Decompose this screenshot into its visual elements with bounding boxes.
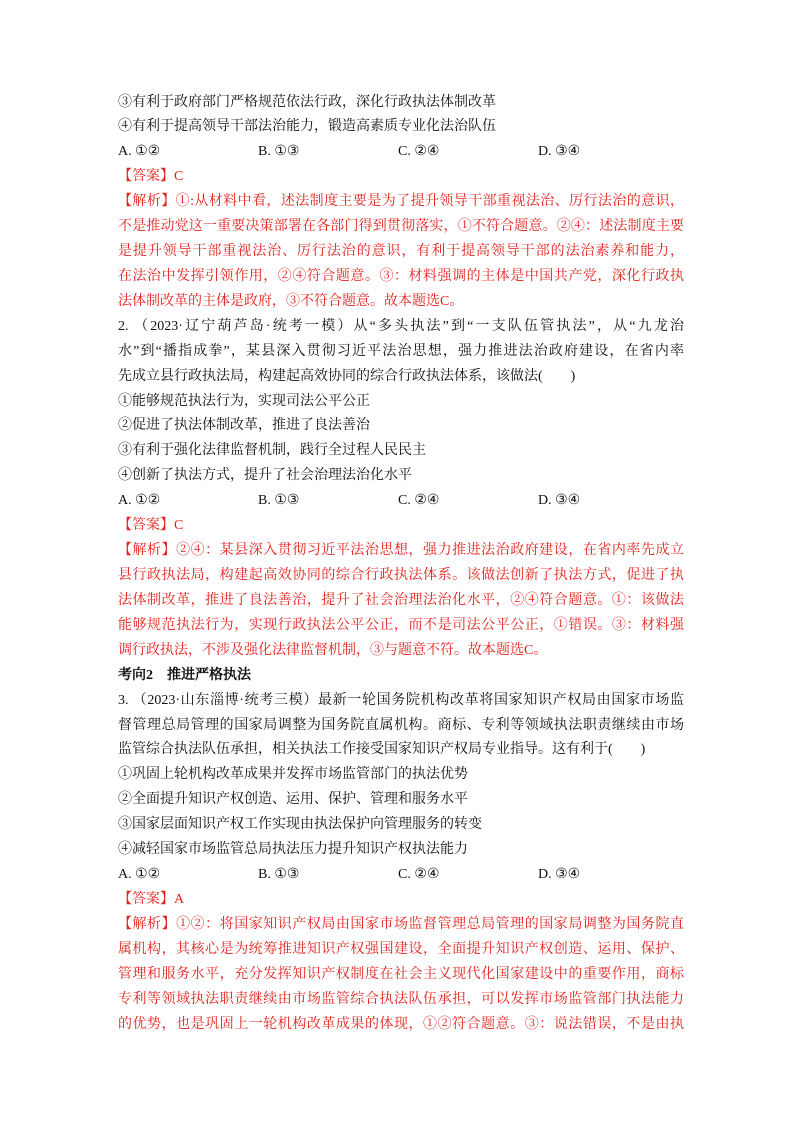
choice-item: ②促进了执法体制改革，推进了良法善治 xyxy=(118,418,370,434)
option-d: D. ③④ xyxy=(538,144,581,160)
answer-line: 【答案】A xyxy=(118,892,185,907)
choice-item: ④减轻国家市场监管总局执法压力提升知识产权执法能力 xyxy=(118,842,468,858)
choice-item: ④创新了执法方式，提升了社会治理法治化水平 xyxy=(118,468,412,484)
choice-item: ①巩固上轮机构改革成果并发挥市场监管部门的执法优势 xyxy=(118,767,468,783)
question-3 xyxy=(118,689,684,1038)
option-a: A. ①② xyxy=(118,144,161,160)
option-b: B. ①③ xyxy=(258,144,300,160)
section-heading: 考向2 推进严格执法 xyxy=(118,667,251,683)
analysis-line: 【解析】①:从材料中看，述法制度主要是为了提升领导干部重视法治、厉行法治的意识， xyxy=(118,194,684,210)
analysis-line: 法体制改革的主体是政府，③不符合题意。故本题选C。 xyxy=(118,293,464,309)
choice-item: ④有利于提高领导干部法治能力，锻造高素质专业化法治队伍 xyxy=(118,119,496,135)
option-a: A. ①② xyxy=(118,493,161,509)
analysis-line: 管理和服务水平，充分发挥知识产权制度在社会主义现代化国家建设中的重要作用，商标 xyxy=(118,966,684,982)
analysis-line: 不是推动党这一重要决策部署在各部门得到贯彻落实，①不符合题意。②④：述法制度主要 xyxy=(118,219,684,235)
answer-line: 【答案】C xyxy=(118,169,184,185)
option-row xyxy=(118,489,684,514)
analysis-line: 法体制改革，推进了良法善治，提升了社会治理法治化水平，②④符合题意。①：该做法 xyxy=(118,592,684,608)
choice-item: ③有利于强化法律监督机制，践行全过程人民民主 xyxy=(118,443,426,459)
option-c: C. ②④ xyxy=(398,867,440,883)
option-b: B. ①③ xyxy=(258,493,300,509)
question-stem-line: 2. （2023·辽宁葫芦岛·统考一模）从“多头执法”到“一支队伍管执法”，从“九龙治 xyxy=(118,318,684,334)
analysis-line: 在法治中发挥引领作用，②④符合题意。③：材料强调的主体是中国共产党，深化行政执 xyxy=(118,268,684,284)
choice-item: ③有利于政府部门严格规范依法行政，深化行政执法体制改革 xyxy=(118,94,496,110)
analysis-line: 调行政执法，不涉及强化法律监督机制，③与题意不符。故本题选C。 xyxy=(118,642,548,658)
question-stem-line: 督管理总局管理的国家局调整为国务院直属机构。商标、专利等领域执法职责继续由市场 xyxy=(118,717,684,733)
analysis-line: 【解析】②④：某县深入贯彻习近平法治思想，强力推进法治政府建设，在省内率先成立 xyxy=(118,543,684,559)
analysis-line: 县行政执法局，构建起高效协同的综合行政执法体系。该做法创新了执法方式，促进了执 xyxy=(118,568,684,584)
analysis-line: 属机构，其核心是为统筹推进知识产权强国建设，全面提升知识产权创造、运用、保护、 xyxy=(118,941,684,957)
question-stem-line: 3. （2023·山东淄博·统考三模）最新一轮国务院机构改革将国家知识产权局由国家市场监 xyxy=(118,692,684,708)
option-row xyxy=(118,863,684,888)
question-1-tail xyxy=(118,91,684,315)
choice-item: ①能够规范执法行为，实现司法公平公正 xyxy=(118,393,370,409)
analysis-line: 【解析】①②：将国家知识产权局由国家市场监督管理总局管理的国家局调整为国务院直 xyxy=(118,916,684,932)
document-body xyxy=(118,91,684,1038)
analysis-line: 能够规范执法行为，实现行政执法公平公正，而不是司法公平公正，①错误。③：材料强 xyxy=(118,617,684,633)
choice-item: ②全面提升知识产权创造、运用、保护、管理和服务水平 xyxy=(118,792,468,808)
question-stem-line: 先成立县行政执法局，构建起高效协同的综合行政执法体系，该做法( ) xyxy=(118,368,576,384)
answer-line: 【答案】C xyxy=(118,518,184,534)
question-stem-line: 监管综合执法队伍承担，相关执法工作接受国家知识产权局专业指导。这有利于( ) xyxy=(118,742,646,758)
analysis-line: 是提升领导干部重视法治、厉行法治的意识，有利于提高领导干部的法治素养和能力， xyxy=(118,244,684,260)
option-c: C. ②④ xyxy=(398,493,440,509)
option-row xyxy=(118,140,684,165)
analysis-line: 专利等领域执法职责继续由市场监管综合执法队伍承担，可以发挥市场监管部门执法能力 xyxy=(118,991,684,1007)
analysis-line: 的优势，也是巩固上一轮机构改革成果的体现，①②符合题意。③：说法错误，不是由执 xyxy=(118,1016,684,1032)
choice-item: ③国家层面知识产权工作实现由执法保护向管理服务的转变 xyxy=(118,817,482,833)
option-a: A. ①② xyxy=(118,867,161,883)
option-d: D. ③④ xyxy=(538,867,581,883)
option-c: C. ②④ xyxy=(398,144,440,160)
option-d: D. ③④ xyxy=(538,493,581,509)
question-2 xyxy=(118,315,684,664)
option-b: B. ①③ xyxy=(258,867,300,883)
question-stem-line: 水”到“播指成拳”，某县深入贯彻习近平法治思想，强力推进法治政府建设，在省内率 xyxy=(118,343,684,359)
